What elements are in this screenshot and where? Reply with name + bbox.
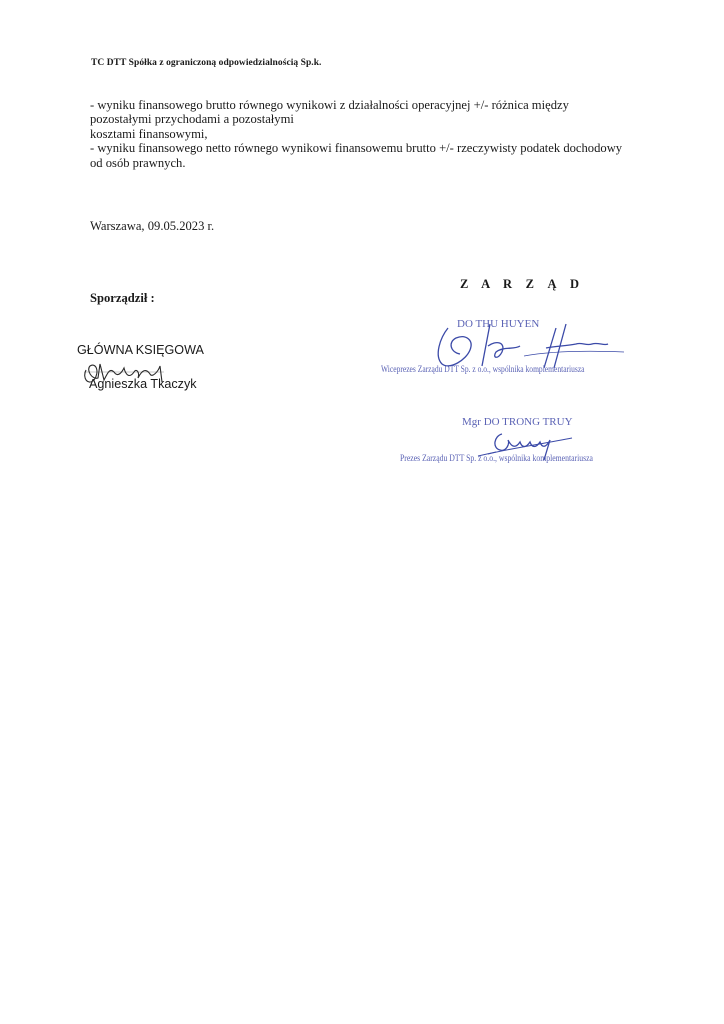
board-heading: Z A R Z Ą D	[460, 277, 585, 291]
vice-president-name: DO THU HUYEN	[457, 318, 540, 330]
accountant-name: Agnieszka Tkaczyk	[89, 377, 197, 391]
body-line: kosztami finansowymi,	[90, 126, 208, 141]
prepared-by-label: Sporządził :	[90, 291, 155, 305]
body-line: pozostałymi przychodami a pozostałymi	[90, 112, 294, 127]
president-stamp	[398, 412, 648, 474]
accountant-stamp	[77, 340, 237, 400]
body-line: - wyniku finansowego brutto równego wynikowi z działalności operacyjnej +/- różnica między	[90, 98, 569, 112]
president-role: Prezes Zarządu DTT Sp. z o.o., wspólnika komplementariusza	[400, 453, 593, 463]
accountant-title: GŁÓWNA KSIĘGOWA	[77, 343, 204, 357]
body-line: od osób prawnych.	[90, 155, 186, 170]
president-name: Mgr DO TRONG TRUY	[462, 416, 573, 428]
accountant-signature	[80, 350, 190, 390]
company-header: TC DTT Spółka z ograniczoną odpowiedzialnością Sp.k.	[91, 58, 322, 68]
president-signature	[472, 424, 592, 464]
body-paragraph	[90, 98, 650, 170]
body-line: - wyniku finansowego netto równego wynikowi finansowemu brutto +/- rzeczywisty podatek dochodowy	[90, 141, 623, 156]
place-and-date: Warszawa, 09.05.2023 r.	[90, 219, 215, 233]
vice-president-signature	[426, 316, 626, 378]
vice-president-role: Wiceprezes Zarządu DTT Sp. z o.o., wspólnika komplementariusza	[381, 364, 585, 374]
vice-president-stamp	[378, 316, 628, 386]
